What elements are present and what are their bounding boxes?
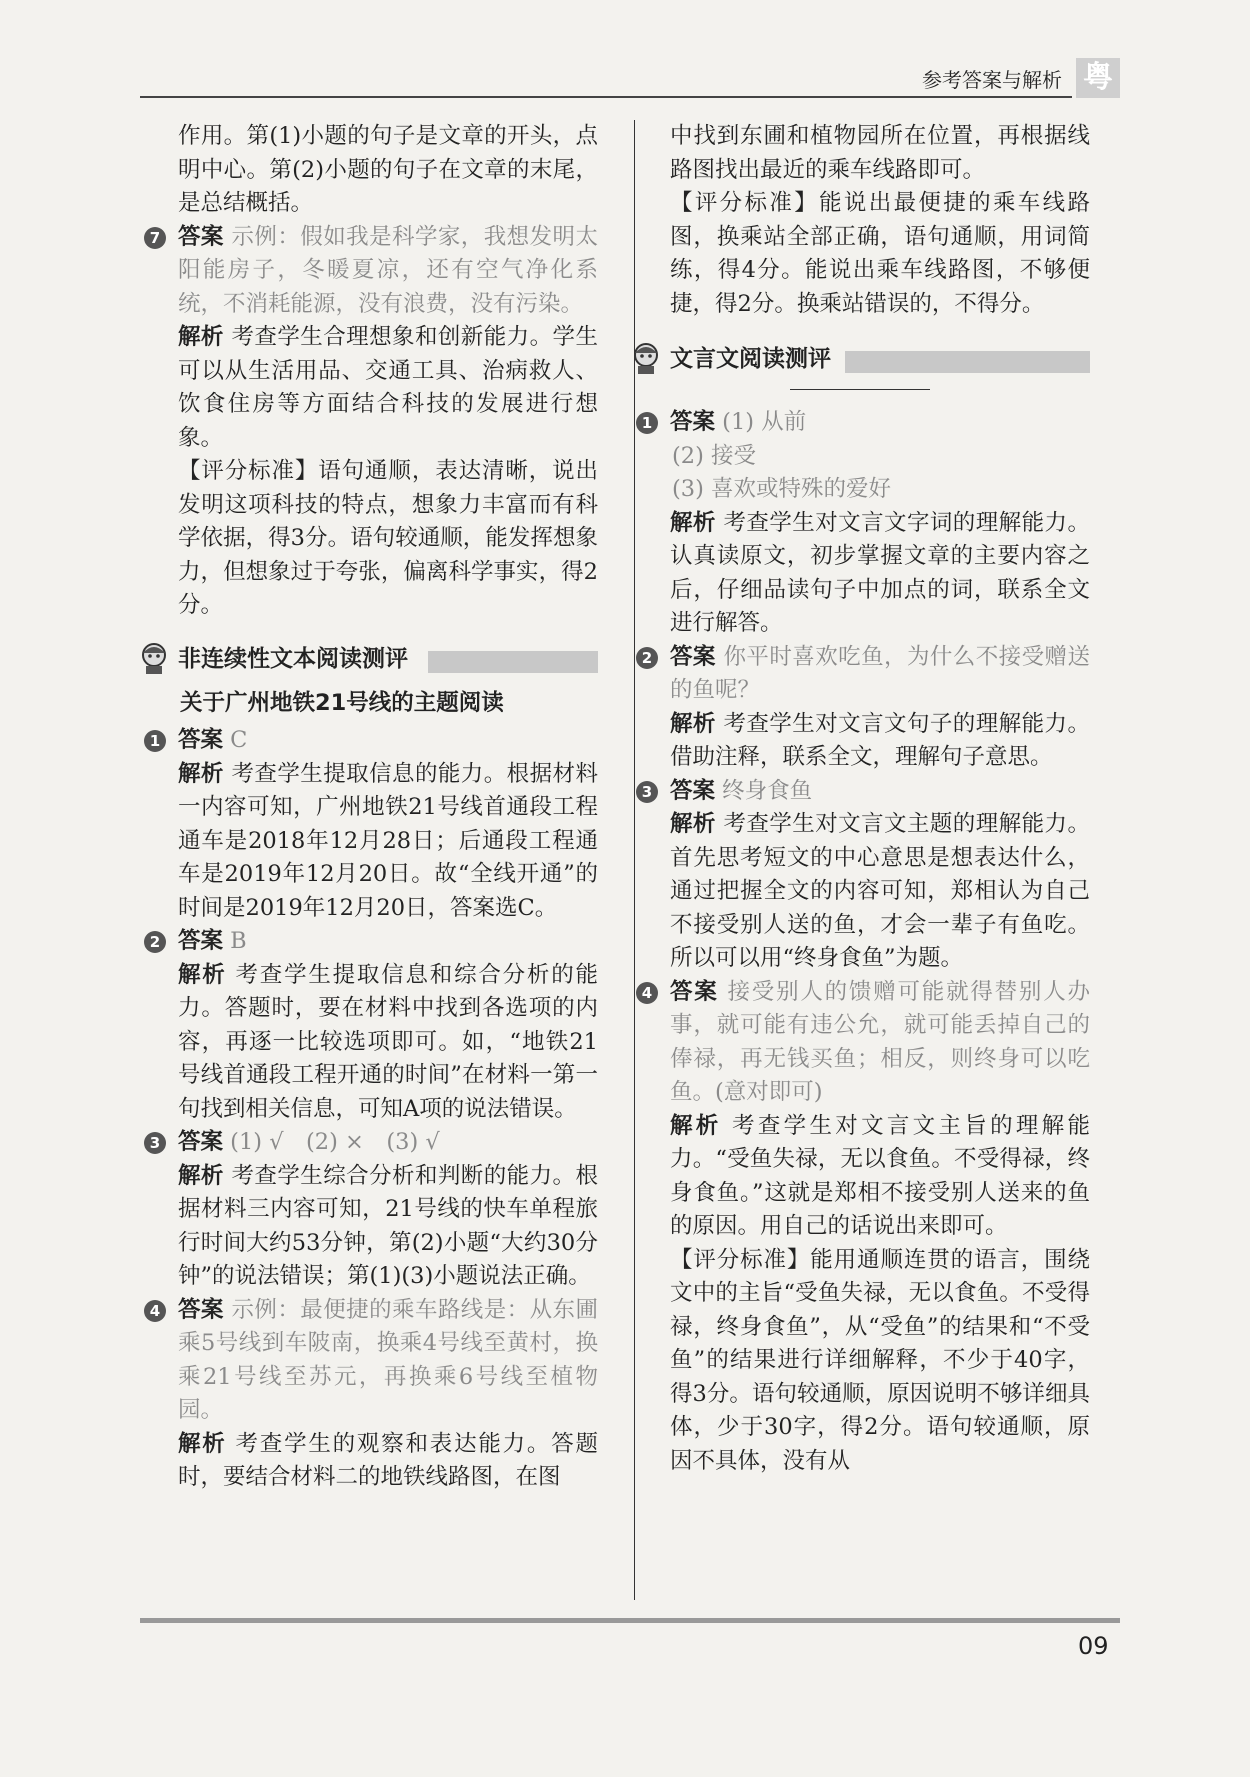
answer-label: 答案 [670, 409, 716, 435]
intro-text: 作用。第(1)小题的句子是文章的开头，点明中心。第(2)小题的句子在文章的末尾，是总结概括。 [178, 123, 598, 216]
analysis-text: 考查学生对文言文句子的理解能力。借助注释，联系全文，理解句子意思。 [670, 710, 1090, 770]
question-number: 7 [144, 227, 166, 249]
analysis-text: 考查学生综合分析和判断的能力。根据材料三内容可知，21号线的快车单程旅行时间大约53分钟，第(2)小题“大约30分钟”的说法错误；第(1)(3)小题说法正确。 [178, 1162, 598, 1289]
reader-mascot-icon [138, 641, 170, 675]
answer-text: (1) √ (2) × (3) √ [230, 1129, 440, 1155]
question-3 [641, 775, 1090, 976]
question-7 [149, 221, 598, 623]
answer-text-2: (2) 接受 [672, 442, 757, 469]
analysis-label: 解析 [670, 1112, 722, 1139]
page-number: 09 [1078, 1632, 1109, 1660]
analysis-label: 解析 [178, 760, 224, 787]
question-1 [641, 406, 1090, 641]
analysis-text: 考查学生的观察和表达能力。答题时，要结合材料二的地铁线路图，在图 [178, 1430, 598, 1490]
question-4 [149, 1294, 598, 1495]
answer-label: 答案 [178, 1296, 224, 1323]
footer-rule [140, 1618, 1120, 1623]
reader-mascot-icon [630, 341, 662, 375]
question-3 [149, 1126, 598, 1294]
section-title: 文言文阅读测评 [670, 346, 831, 372]
section-heading-classical [630, 341, 1090, 381]
right-column [641, 120, 1090, 1478]
analysis-text: 考查学生提取信息的能力。根据材料一内容可知，广州地铁21号线首通段工程通车是2018年12月28日；后通段工程通车是2019年12月20日。故“全线开通”的时间是2019年12月20日，答案选C。 [178, 760, 598, 921]
section-bar [428, 651, 598, 673]
blank-rule [790, 389, 930, 402]
page-header [140, 58, 1120, 100]
criteria-text: 语句通顺，表达清晰，说出发明这项科技的特点，想象力丰富而有科学依据，得3分。语句较通顺，能发挥想象力，但想象过于夸张，偏离科学事实，得2分。 [178, 458, 598, 618]
analysis-label: 解析 [178, 961, 227, 988]
analysis-label: 解析 [178, 324, 224, 350]
answer-text: 你平时喜欢吃鱼，为什么不接受赠送的鱼呢？ [670, 643, 1090, 703]
question-4 [641, 976, 1090, 1479]
section-bar [845, 351, 1090, 373]
region-badge: 粤 [1076, 58, 1120, 98]
question-2 [641, 641, 1090, 775]
answer-text: 示例：假如我是科学家，我想发明太阳能房子，冬暖夏凉，还有空气净化系统，不消耗能源，没有浪费，没有污染。 [178, 223, 598, 317]
answer-text-1: (1) 从前 [722, 409, 807, 435]
criteria-label: 【评分标准】 [178, 458, 319, 484]
criteria-text: 能用通顺连贯的语言，围绕文中的主旨“受鱼失禄，无以食鱼。不受得禄，终身食鱼”，从“受鱼”的结果和“不受鱼”的结果进行详细解释，不少于40字，得3分。语句较通顺，原因说明不够详细具体，少于30字，得2分。语句较通顺，原因不具体，没有从 [670, 1246, 1090, 1474]
answer-text: 接受别人的馈赠可能就得替别人办事，就可能有违公允，就可能丢掉自己的俸禄，再无钱买鱼；相反，则终身可以吃鱼。(意对即可) [670, 978, 1090, 1105]
analysis-label: 解析 [178, 1430, 227, 1457]
left-column [149, 120, 598, 1495]
analysis-label: 解析 [670, 811, 716, 837]
question-number: 1 [636, 412, 658, 434]
answer-text: 终身食鱼 [722, 777, 813, 804]
answer-label: 答案 [178, 727, 224, 753]
criteria-text: 能说出最便捷的乘车线路图，换乘站全部正确，语句通顺，用词简练，得4分。能说出乘车线路图，不够便捷，得2分。换乘站错误的，不得分。 [670, 190, 1090, 317]
header-rule [140, 96, 1072, 98]
answer-label: 答案 [670, 643, 716, 670]
question-2 [149, 925, 598, 1126]
analysis-label: 解析 [670, 509, 716, 536]
criteria-label: 【评分标准】 [670, 190, 820, 216]
analysis-text: 考查学生对文言文主题的理解能力。首先思考短文的中心意思是想表达什么，通过把握全文的内容可知，郑相认为自己不接受别人送的鱼，才会一辈子有鱼吃。所以可以用“终身食鱼”为题。 [670, 811, 1090, 971]
answer-text-3: (3) 喜欢或特殊的爱好 [672, 476, 892, 502]
analysis-text: 考查学生对文言文字词的理解能力。认真读原文，初步掌握文章的主要内容之后，仔细品读句子中加点的词，联系全文进行解答。 [670, 509, 1090, 636]
analysis-text: 考查学生合理想象和创新能力。学生可以从生活用品、交通工具、治病救人、饮食住房等方面结合科技的发展进行想象。 [178, 324, 598, 451]
question-number: 4 [636, 982, 658, 1004]
continued-text: 中找到东圃和植物园所在位置，再根据线路图找出最近的乘车线路即可。 [670, 123, 1090, 183]
answer-label: 答案 [670, 978, 719, 1005]
analysis-label: 解析 [670, 710, 716, 737]
answer-text: B [230, 928, 247, 954]
question-number: 4 [144, 1300, 166, 1322]
answer-label: 答案 [178, 223, 224, 250]
answer-label: 答案 [178, 1129, 224, 1155]
analysis-text: 考查学生提取信息和综合分析的能力。答题时，要在材料中找到各选项的内容，再逐一比较选项即可。如，“地铁21号线首通段工程开通的时间”在材料一第一句找到相关信息，可知A项的说法错误。 [178, 961, 598, 1122]
criteria-label: 【评分标准】 [670, 1246, 811, 1273]
answer-label: 答案 [178, 928, 224, 954]
section-heading-nonlinear [138, 641, 598, 681]
question-number: 2 [636, 647, 658, 669]
question-number: 1 [144, 730, 166, 752]
analysis-text: 考查学生对文言文主旨的理解能力。“受鱼失禄，无以食鱼。不受得禄，终身食鱼。”这就是郑相不接受别人送来的鱼的原因。用自己的话说出来即可。 [670, 1112, 1090, 1239]
answer-text: C [230, 727, 248, 753]
section-title: 非连续性文本阅读测评 [178, 645, 408, 672]
question-number: 3 [636, 781, 658, 803]
answer-label: 答案 [670, 777, 716, 804]
analysis-label: 解析 [178, 1162, 224, 1189]
question-number: 3 [144, 1132, 166, 1154]
subtitle: 关于广州地铁21号线的主题阅读 [180, 689, 504, 716]
question-1 [149, 724, 598, 925]
question-number: 2 [144, 931, 166, 953]
answer-text: 示例：最便捷的乘车路线是：从东圃乘5号线到车陂南，换乘4号线至黄村，换乘21号线至苏元，再换乘6号线至植物园。 [178, 1296, 598, 1423]
header-title: 参考答案与解析 [922, 68, 1062, 92]
